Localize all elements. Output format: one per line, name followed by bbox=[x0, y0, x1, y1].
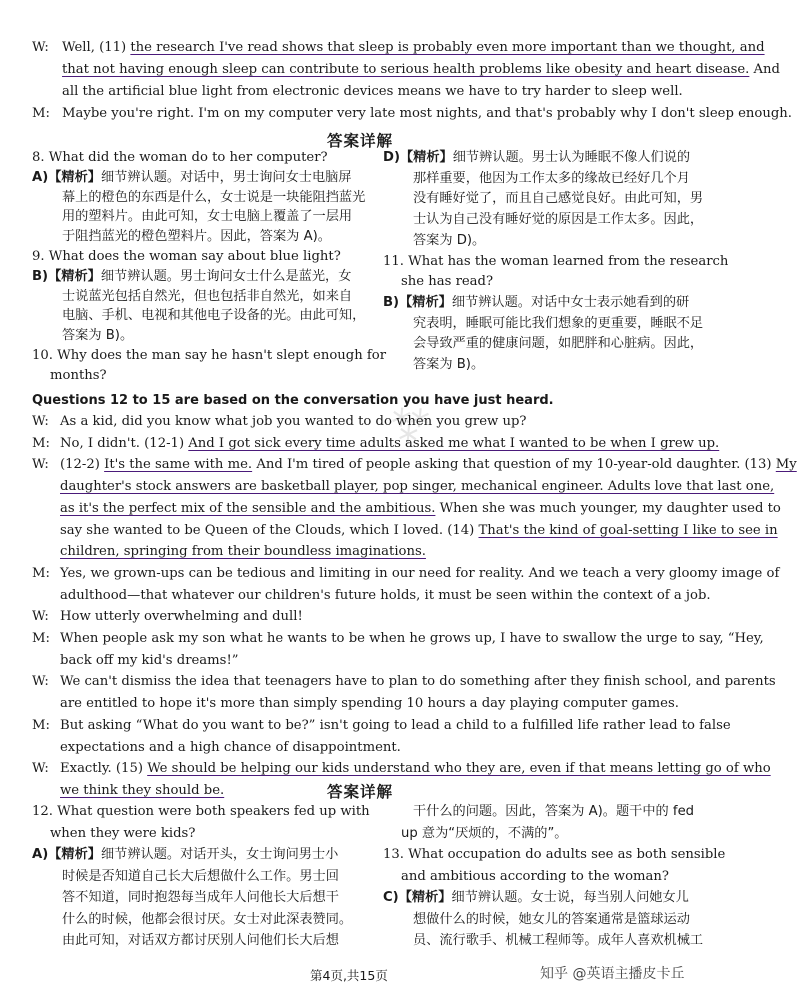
text-line: 时候是否知道自己长大后想做什么工作。男士回 bbox=[62, 868, 339, 884]
speaker-label: M: bbox=[32, 717, 50, 733]
text-line: 干什么的问题。因此，答案为 A)。题干中的 fed bbox=[413, 804, 695, 819]
text-line: 士认为自己没有睡好觉的原因是工作太多。因此， bbox=[413, 212, 704, 228]
speaker-label: W: bbox=[32, 609, 49, 625]
section-title: Questions 12 to 15 are based on the conversation you have just heard. bbox=[32, 393, 554, 408]
dialogue-text: When she was much younger, my daughter used to bbox=[435, 500, 781, 516]
question-line: 8. What did the woman do to her computer? bbox=[32, 150, 328, 165]
answer-tag: D)【精析】 bbox=[383, 150, 453, 165]
explanation-text: 细节辨认题。对话开头，女士询问男士小 bbox=[100, 847, 339, 862]
speaker-label: M: bbox=[32, 106, 50, 121]
dialogue-text: say she wanted to be Queen of the Clouds, which I loved. (14) bbox=[60, 522, 479, 538]
text-line: 幕上的橙色的东西是什么，女士说是一块能阻挡蓝光 bbox=[62, 189, 366, 205]
answer-tag: A)【精析】 bbox=[32, 169, 101, 185]
text-line: 那样重要，他因为工作太多的缘故已经好几个月 bbox=[413, 170, 690, 186]
answer-tag: B)【精析】 bbox=[32, 268, 101, 284]
text-line: 士说蓝光包括自然光，但也包括非自然光，如来自 bbox=[62, 288, 353, 304]
text-line: and ambitious according to the woman? bbox=[401, 868, 669, 884]
underlined-answer-text: That's the kind of goal-setting I like to see in bbox=[478, 522, 778, 538]
answer-line bbox=[32, 847, 338, 864]
dialogue-line bbox=[60, 523, 778, 540]
answer-tag: B)【精析】 bbox=[383, 294, 452, 310]
dialogue-line bbox=[60, 674, 776, 691]
explanation-text: 细节辨认题。对话中，男士询问女士电脑屏 bbox=[100, 169, 352, 185]
text-line: 究表明，睡眠可能比我们想象的更重要，睡眠不足 bbox=[413, 315, 704, 331]
section-heading-answers-1: 答案详解 bbox=[326, 132, 393, 150]
zhihu-watermark: 知乎 @英语主播皮卡丘 bbox=[540, 966, 685, 982]
question-line: 11. What has the woman learned from the research bbox=[383, 253, 729, 269]
dialogue-line bbox=[60, 740, 401, 757]
dialogue-text: Exactly. (15) bbox=[60, 761, 148, 777]
dialogue-text: But asking “What do you want to be?” isn't going to lead a child to a fulfilled life rather lead to false bbox=[60, 717, 731, 733]
text-line: 答案为 B)。 bbox=[62, 328, 134, 344]
dialogue-text: Well, (11) bbox=[62, 40, 131, 55]
section-heading-answers-2: 答案详解 bbox=[326, 783, 393, 801]
text-line: 答案为 D)。 bbox=[413, 232, 486, 248]
text-line: 会导致严重的健康问题，如肥胖和心脏病。因此， bbox=[413, 336, 704, 352]
dialogue-text: adulthood—that whatever our children's future holds, it must be seen within the context of a job. bbox=[60, 587, 711, 603]
text-line: 想做什么的时候，她女儿的答案通常是篮球运动 bbox=[413, 911, 690, 927]
faint-watermark: ⁂ bbox=[379, 393, 441, 453]
answer-line bbox=[32, 269, 351, 286]
dialogue-line bbox=[60, 566, 779, 583]
dialogue-text: And I'm tired of people asking that question of my 10-year-old daughter. (13) bbox=[252, 457, 776, 473]
text-line: when they were kids? bbox=[50, 825, 196, 841]
text-line: 于阻挡蓝光的橙色塑料片。因此，答案为 A)。 bbox=[62, 229, 331, 245]
underlined-answer-text: It's the same with me. bbox=[104, 457, 253, 473]
page-footer bbox=[0, 960, 720, 994]
dialogue-line bbox=[60, 501, 781, 518]
page-number: 第4页,共15页 bbox=[310, 968, 388, 983]
dialogue-line bbox=[62, 62, 780, 79]
question-line: 13. What occupation do adults see as both sensible bbox=[383, 847, 726, 862]
dialogue-text: Yes, we grown-ups can be tedious and limiting in our need for reality. And we teach a very gloomy image of bbox=[60, 565, 780, 581]
underlined-answer-text: My bbox=[775, 457, 797, 473]
underlined-answer-text: We should be helping our kids understand who they are, even if that means letting go of who bbox=[147, 761, 771, 777]
answer-line bbox=[383, 150, 690, 167]
dialogue-text: back off my kid's dreams!” bbox=[60, 652, 239, 668]
answer-line bbox=[32, 170, 352, 187]
explanation-text: 细节辨认题。男士询问女士什么是蓝光，女 bbox=[100, 268, 352, 284]
speaker-label: W: bbox=[32, 40, 49, 55]
dialogue-text: expectations and a high chance of disappointment. bbox=[60, 739, 401, 755]
dialogue-text: We can't dismiss the idea that teenagers have to plan to do something after they finish school, and parents bbox=[60, 674, 776, 690]
dialogue-line bbox=[60, 479, 774, 496]
speaker-label: M: bbox=[32, 435, 50, 451]
dialogue-line bbox=[60, 761, 771, 778]
speaker-label: W: bbox=[32, 761, 49, 777]
dialogue-line bbox=[60, 631, 764, 648]
answer-line bbox=[383, 295, 689, 312]
dialogue-text: Maybe you're right. I'm on my computer very late most nights, and that's probably why I don't sleep enough. bbox=[62, 106, 792, 121]
question-line: 12. What question were both speakers fed up with bbox=[32, 804, 370, 819]
dialogue-text: all the artificial blue light from electronic devices means we have to try harder to sleep well. bbox=[62, 84, 683, 99]
dialogue-line bbox=[60, 609, 303, 626]
text-line: 电脑、手机、电视和其他电子设备的光。由此可知， bbox=[62, 308, 366, 324]
underlined-answer-text: as it's the perfect mix of the sensible and the ambitious. bbox=[60, 500, 436, 516]
dialogue-text: When people ask my son what he wants to be when he grows up, I have to swallow the urge to say, “Hey, bbox=[60, 631, 764, 646]
dialogue-line bbox=[62, 106, 792, 123]
text-line: she has read? bbox=[401, 274, 494, 290]
dialogue-text: As a kid, did you know what job you wanted to do when you grew up? bbox=[60, 414, 527, 429]
dialogue-line bbox=[60, 588, 711, 605]
underlined-answer-text: the research I've read shows that sleep is probably even more important than we thought, and bbox=[130, 40, 765, 55]
dialogue-line bbox=[62, 84, 683, 101]
text-line: months? bbox=[50, 367, 107, 383]
underlined-answer-text: daughter's stock answers are basketball player, pop singer, mechanical engineer. Adults love that last one, bbox=[60, 479, 775, 495]
speaker-label: W: bbox=[32, 674, 49, 690]
explanation-text: 细节辨认题。女士说，每当别人问她女儿 bbox=[451, 890, 689, 905]
dialogue-line bbox=[60, 653, 238, 670]
dialogue-line bbox=[60, 544, 426, 561]
text-line: up 意为“厌烦的，不满的”。 bbox=[401, 825, 568, 841]
dialogue-line bbox=[60, 414, 526, 431]
dialogue-line bbox=[60, 457, 797, 474]
speaker-label: M: bbox=[32, 631, 50, 646]
dialogue-line bbox=[60, 696, 679, 713]
dialogue-text: are entitled to hope it's more than simply spending 10 hours a day playing computer games. bbox=[60, 696, 679, 712]
speaker-label: M: bbox=[32, 565, 50, 581]
text-line: 由此可知，对话双方都讨厌别人问他们长大后想 bbox=[62, 933, 339, 948]
dialogue-text: How utterly overwhelming and dull! bbox=[60, 609, 303, 625]
underlined-answer-text: And I got sick every time adults asked me what I wanted to be when I grew up. bbox=[188, 435, 720, 451]
answer-tag: A)【精析】 bbox=[32, 847, 101, 862]
explanation-text: 细节辨认题。男士认为睡眠不像人们说的 bbox=[452, 150, 691, 165]
dialogue-line bbox=[60, 436, 719, 453]
speaker-label: W: bbox=[32, 457, 49, 473]
text-line: 用的塑料片。由此可知，女士电脑上覆盖了一层用 bbox=[62, 209, 353, 225]
question-line: 10. Why does the man say he hasn't slept enough for bbox=[32, 348, 387, 363]
explanation-text: 细节辨认题。对话中女士表示她看到的研 bbox=[451, 294, 690, 310]
underlined-answer-text: children, springing from their boundless imaginations. bbox=[60, 544, 426, 560]
underlined-answer-text: that not having enough sleep can contribute to serious health problems like obesity and heart disease. bbox=[62, 62, 750, 77]
text-line: 答案为 B)。 bbox=[413, 357, 485, 372]
question-line: 9. What does the woman say about blue light? bbox=[32, 249, 341, 264]
dialogue-text: (12-2) bbox=[60, 457, 105, 473]
answer-line bbox=[383, 890, 689, 907]
speaker-label: W: bbox=[32, 414, 49, 429]
text-line: 答不知道，同时抱怨每当成年人问他长大后想干 bbox=[62, 890, 339, 905]
dialogue-text: No, I didn't. (12-1) bbox=[60, 435, 189, 451]
dialogue-line bbox=[62, 40, 765, 57]
text-line: 员、流行歌手、机械工程师等。成年人喜欢机械工 bbox=[413, 933, 704, 948]
answer-tag: C)【精析】 bbox=[383, 890, 452, 905]
underlined-answer-text: we think they should be. bbox=[60, 782, 225, 798]
text-line: 没有睡好觉了，而且自己感觉良好。由此可知，男 bbox=[413, 191, 704, 207]
dialogue-text: And bbox=[749, 62, 780, 77]
text-line: 什么的时候，他都会很讨厌。女士对此深表赞同。 bbox=[62, 911, 353, 927]
dialogue-line bbox=[60, 718, 731, 735]
